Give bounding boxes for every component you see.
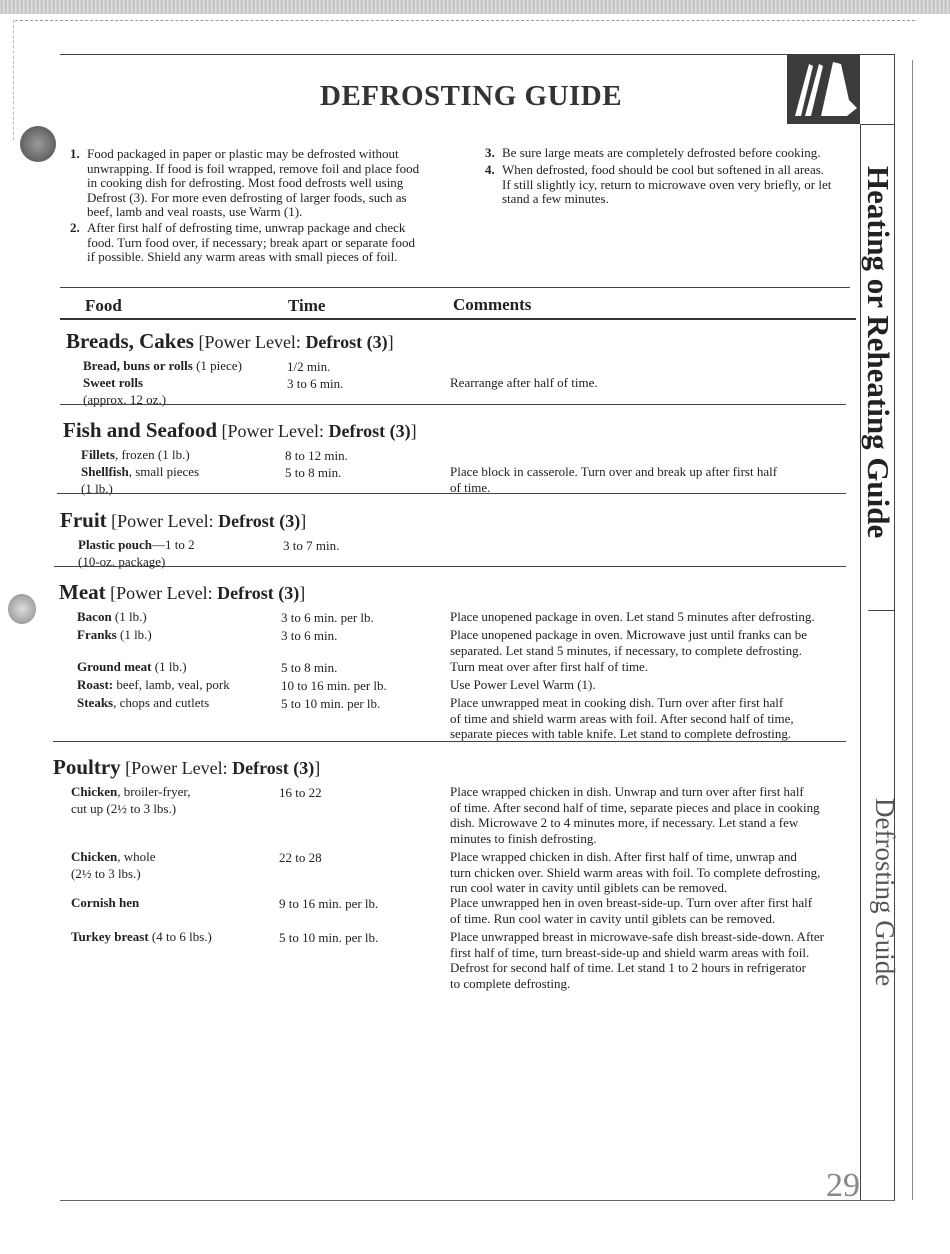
food-name: Sweet rolls: [83, 375, 144, 390]
food-name: Chicken: [71, 849, 118, 864]
comment-line: of time and shield warm areas with foil. After second half of time,: [450, 710, 794, 726]
comment-cell: [450, 849, 820, 896]
comment-line: separate pieces with table knife. Let stand to complete defrosting.: [450, 726, 792, 742]
food-cell: [81, 446, 190, 463]
comment-line: Place wrapped chicken in dish. Unwrap and turn over after first half: [450, 784, 804, 799]
instruction-line: Be sure large meats are completely defrosted before cooking.: [502, 145, 821, 160]
food-detail: , broiler-fryer,: [117, 784, 191, 799]
food-detail: (4 to 6 lbs.): [148, 929, 212, 944]
header-food: Food: [85, 296, 122, 315]
food-name: Steaks: [77, 695, 114, 710]
food-detail: (1 piece): [192, 358, 242, 373]
food-detail: , small pieces: [128, 464, 200, 479]
time-cell: 5 to 8 min.: [281, 660, 338, 675]
food-cell: [71, 783, 190, 817]
time-cell: 3 to 6 min.: [287, 376, 344, 391]
food-name: Plastic pouch: [78, 537, 153, 552]
food-cell: [77, 676, 230, 693]
binder-hole-icon: [8, 594, 36, 624]
power-level-value: Defrost (3): [218, 511, 301, 531]
power-level-value: Defrost (3): [328, 421, 411, 441]
comment-line: of time.: [450, 479, 491, 495]
comment-cell: [450, 784, 820, 846]
food-name: Turkey breast: [71, 929, 149, 944]
page-number: 29: [826, 1167, 860, 1204]
section-heading: [59, 580, 305, 605]
time-cell: 10 to 16 min. per lb.: [281, 678, 387, 693]
food-detail: , whole: [117, 849, 156, 864]
instruction-line: beef, lamb and veal roasts, use Warm (1).: [87, 204, 303, 219]
food-detail: beef, lamb, veal, pork: [113, 677, 230, 692]
food-cell: [83, 357, 242, 374]
food-quantity: (approx. 12 oz.): [83, 392, 167, 407]
comment-cell: [450, 627, 807, 658]
instruction-number: 4.: [485, 162, 495, 177]
time-cell: 9 to 16 min. per lb.: [279, 896, 379, 911]
time-cell: 1/2 min.: [287, 359, 331, 374]
comment-line: turn chicken over. Shield warm areas with foil. To complete defrosting,: [450, 864, 821, 880]
instruction-number: 1.: [70, 146, 80, 161]
food-name: Bacon: [77, 609, 112, 624]
binder-hole-icon: [20, 126, 56, 162]
section-name: Meat: [59, 580, 106, 604]
instruction-line: When defrosted, food should be cool but softened in all areas.: [502, 162, 825, 177]
food-detail: (1 lb.): [111, 609, 147, 624]
food-cell: [77, 608, 147, 625]
comment-line: to complete defrosting.: [450, 975, 571, 991]
section-heading: [66, 329, 394, 354]
food-cell: [77, 694, 209, 711]
comment-line: Place unwrapped meat in cooking dish. Turn over after first half: [450, 695, 784, 710]
comment-line: separated. Let stand 5 minutes, if necessary, to complete defrosting.: [450, 642, 802, 658]
comment-line: Defrost for second half of time. Let stand 1 to 2 hours in refrigerator: [450, 960, 806, 976]
food-name: Chicken: [71, 784, 118, 799]
power-level-value: Defrost (3): [217, 583, 300, 603]
table-header-rule-bottom: [60, 318, 856, 320]
right-edge-line: [912, 60, 913, 1200]
instruction-line: stand a few minutes.: [502, 191, 609, 206]
comment-cell: [450, 464, 777, 495]
power-level: [194, 332, 394, 352]
header-rule: [60, 54, 790, 55]
scan-top-band: [0, 0, 950, 14]
header-rule-right: [860, 54, 895, 55]
comment-line: Place block in casserole. Turn over and break up after first half: [450, 464, 778, 479]
power-level-suffix: ]: [387, 332, 394, 352]
power-level-prefix: [Power Level:: [120, 758, 233, 778]
comment-line: Place unwrapped hen in oven breast-side-up. Turn over after first half: [450, 895, 813, 910]
page-title: DEFROSTING GUIDE: [320, 80, 623, 112]
comment-line: of time. Run cool water in cavity until giblets can be removed.: [450, 910, 776, 926]
instruction-item: [485, 145, 862, 161]
comment-cell: [450, 929, 824, 991]
scan-border-top: [15, 20, 915, 21]
instruction-item: [485, 162, 862, 207]
section-heading: [60, 508, 306, 533]
instruction-item: [70, 146, 467, 220]
time-cell: 3 to 7 min.: [283, 538, 340, 553]
section-name: Breads, Cakes: [66, 329, 194, 353]
comment-line: Place unwrapped breast in microwave-safe dish breast-side-down. After: [450, 929, 824, 944]
comment-line: first half of time, turn breast-side-up and shield warm areas with foil.: [450, 944, 810, 960]
header-comments: Comments: [453, 295, 532, 314]
food-quantity: (1 lb.): [81, 481, 113, 496]
time-cell: 3 to 6 min.: [281, 628, 338, 643]
food-detail: (1 lb.): [151, 659, 187, 674]
food-name: Shellfish: [81, 464, 129, 479]
food-name: Ground meat: [77, 659, 152, 674]
comment-cell: [450, 659, 648, 675]
section-divider: [54, 566, 846, 567]
power-level: [107, 511, 307, 531]
section-heading: [53, 755, 320, 780]
power-level-prefix: [Power Level:: [106, 511, 219, 531]
microwave-logo-icon: [787, 54, 860, 124]
food-name: Fillets: [81, 447, 115, 462]
food-detail: , frozen (1 lb.): [114, 447, 190, 462]
instruction-number: 2.: [70, 220, 80, 235]
food-detail: —1 to 2: [152, 537, 195, 552]
comment-cell: [450, 609, 815, 625]
instruction-line: in cooking dish for defrosting. Most food defrosts well using: [87, 175, 404, 190]
time-cell: 22 to 28: [279, 850, 322, 865]
power-level-suffix: ]: [299, 583, 306, 603]
instruction-number: 3.: [485, 145, 495, 160]
instruction-line: food. Turn food over, if necessary; break apart or separate food: [87, 234, 415, 250]
food-cell: [83, 374, 166, 408]
time-cell: 5 to 10 min. per lb.: [279, 930, 379, 945]
comment-line: run cool water in cavity until giblets can be removed.: [450, 880, 728, 896]
food-quantity: (2½ to 3 lbs.): [71, 866, 141, 881]
food-name: Bread, buns or rolls: [83, 358, 193, 373]
instruction-line: Food packaged in paper or plastic may be defrosted without: [87, 146, 399, 161]
food-cell: [77, 658, 187, 675]
side-tab-defrosting: Defrosting Guide: [870, 798, 900, 987]
food-quantity: cut up (2½ to 3 lbs.): [71, 801, 177, 816]
header-time: Time: [288, 296, 326, 315]
comment-cell: [450, 895, 812, 926]
instruction-line: If still slightly icy, return to microwave oven very briefly, or let: [502, 176, 832, 192]
power-level: [217, 421, 417, 441]
power-level-suffix: ]: [410, 421, 417, 441]
food-cell: [78, 536, 195, 570]
food-cell: [77, 626, 152, 643]
side-tab-heating: Heating or Reheating Guide: [861, 166, 896, 539]
section-name: Poultry: [53, 755, 121, 779]
section-name: Fruit: [60, 508, 107, 532]
time-cell: 8 to 12 min.: [285, 448, 348, 463]
tab-rule-top: [860, 124, 894, 125]
section-heading: [63, 418, 417, 443]
power-level-suffix: ]: [300, 511, 307, 531]
comment-cell: [450, 677, 596, 693]
time-cell: 5 to 8 min.: [285, 465, 342, 480]
comment-line: Place unopened package in oven. Microwave just until franks can be: [450, 627, 808, 642]
food-cell: [81, 463, 199, 497]
time-cell: 16 to 22: [279, 785, 322, 800]
food-name: Roast:: [77, 677, 114, 692]
power-level: [121, 758, 321, 778]
food-cell: [71, 928, 212, 945]
comment-cell: [450, 695, 794, 742]
instruction-item: [70, 220, 467, 265]
time-cell: 3 to 6 min. per lb.: [281, 610, 374, 625]
bottom-rule: [60, 1200, 895, 1201]
food-cell: [71, 848, 156, 882]
section-name: Fish and Seafood: [63, 418, 218, 442]
section-divider: [53, 741, 846, 742]
power-level-value: Defrost (3): [305, 332, 388, 352]
food-cell: [71, 894, 139, 911]
comment-line: Turn meat over after first half of time.: [450, 659, 649, 674]
food-name: Franks: [77, 627, 117, 642]
comment-line: Place wrapped chicken in dish. After first half of time, unwrap and: [450, 849, 797, 864]
section-divider: [57, 493, 846, 494]
scan-border-left: [13, 20, 14, 140]
comment-cell: [450, 375, 598, 391]
power-level-suffix: ]: [314, 758, 321, 778]
instruction-line: unwrapping. If food is foil wrapped, remove foil and place food: [87, 160, 420, 176]
food-detail: (1 lb.): [116, 627, 152, 642]
power-level-prefix: [Power Level:: [217, 421, 329, 441]
comment-line: dish. Microwave 2 to 4 minutes more, if necessary. Let stand a few: [450, 815, 799, 831]
food-name: Cornish hen: [71, 895, 140, 910]
power-level-prefix: [Power Level:: [105, 583, 218, 603]
power-level: [106, 583, 306, 603]
power-level-prefix: [Power Level:: [193, 332, 306, 352]
food-detail: , chops and cutlets: [113, 695, 210, 710]
section-divider: [60, 404, 846, 405]
time-cell: 5 to 10 min. per lb.: [281, 696, 381, 711]
food-quantity: (10-oz. package): [78, 554, 166, 569]
table-header-rule-top: [60, 287, 850, 288]
instruction-line: After first half of defrosting time, unwrap package and check: [87, 220, 406, 235]
instruction-line: Defrost (3). For more even defrosting of larger foods, such as: [87, 189, 407, 205]
instruction-line: if possible. Shield any warm areas with small pieces of foil.: [87, 249, 398, 264]
comment-line: of time. After second half of time, separate pieces and place in cooking: [450, 799, 820, 815]
comment-line: Place unopened package in oven. Let stand 5 minutes after defrosting.: [450, 609, 815, 624]
tab-divider: [868, 610, 894, 611]
comment-line: Rearrange after half of time.: [450, 375, 598, 390]
power-level-value: Defrost (3): [232, 758, 315, 778]
comment-line: Use Power Level Warm (1).: [450, 677, 596, 692]
comment-line: minutes to finish defrosting.: [450, 830, 597, 846]
